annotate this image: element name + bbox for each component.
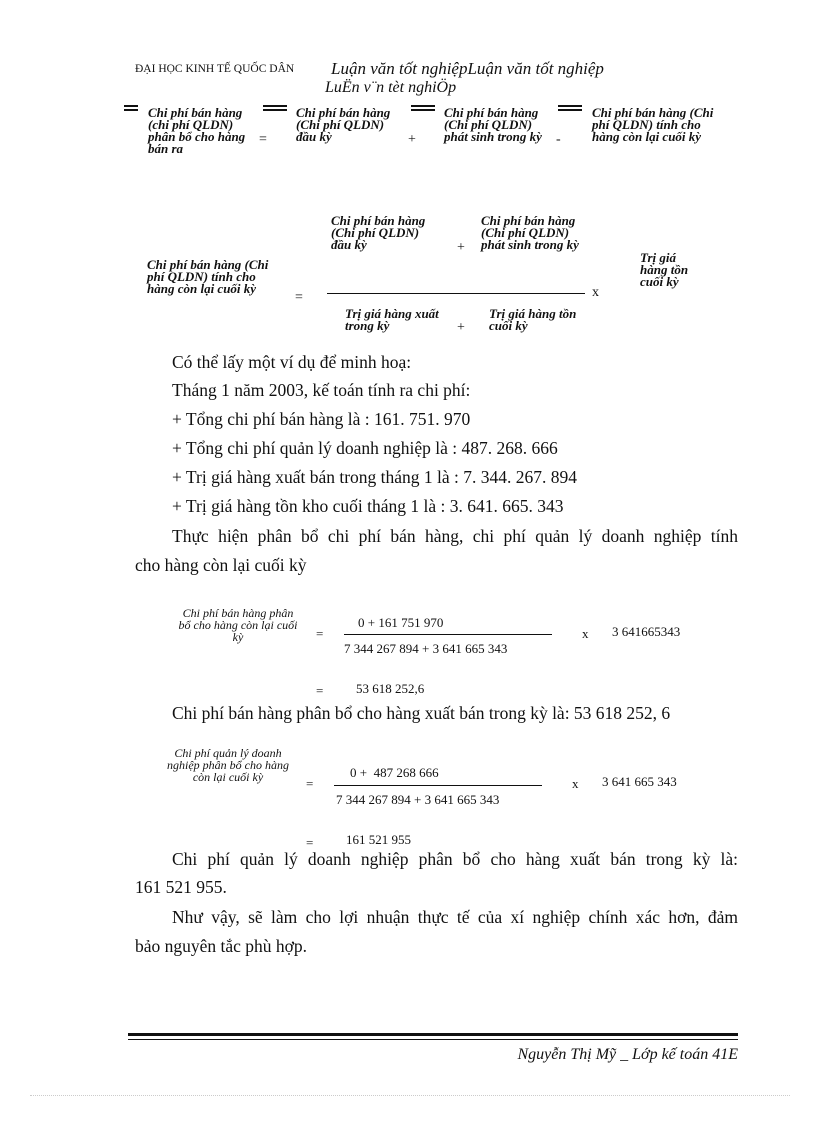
paragraph-selling-cost-result: Chi phí bán hàng phân bổ cho hàng xuất bán trong kỳ là: 53 618 252, 6 xyxy=(172,703,671,723)
calc-2-lhs: Chi phí quản lý doanh nghiệp phân bổ cho hàng còn lại cuối kỳ xyxy=(167,746,289,784)
calc-1-multiply: x xyxy=(582,626,589,641)
formula-2-numerator-1: Chi phí bán hàng (Chi phí QLDN) đầu kỳ xyxy=(331,213,426,252)
calc-2-result-equals: = xyxy=(306,835,314,850)
calc-2-fraction-bar xyxy=(334,785,542,786)
footer-rule-thick xyxy=(128,1033,738,1036)
paragraph-allocation-line-1: Thực hiện phân bổ chi phí bán hàng, chi phí quản lý doanh nghiệp tính xyxy=(172,526,738,546)
calc-1-lhs: Chi phí bán hàng phân bổ cho hàng còn lại cuối kỳ xyxy=(178,606,298,644)
formula-2-denominator-2: Trị giá hàng tồn cuối kỳ xyxy=(489,306,577,333)
document-title: Luận văn tốt nghiệpLuận văn tốt nghiệp xyxy=(331,59,604,78)
calc-2-numerator: 0 + 487 268 666 xyxy=(350,765,439,780)
page-edge-dots xyxy=(30,1095,790,1096)
calc-1-denominator: 7 344 267 894 + 3 641 665 343 xyxy=(344,641,508,656)
formula-2-denominator-1: Trị giá hàng xuất trong kỳ xyxy=(345,306,439,333)
calc-2-multiplier: 3 641 665 343 xyxy=(602,774,677,789)
footer-rule-thin xyxy=(128,1039,738,1040)
list-item-selling-cost: + Tổng chi phí bán hàng là : 161. 751. 970 xyxy=(172,409,471,429)
formula-2-multiply: x xyxy=(592,285,599,300)
paragraph-conclusion-line-1: Như vậy, sẽ làm cho lợi nhuận thực tế của xí nghiệp chính xác hơn, đảm xyxy=(172,907,738,927)
formula-2-lhs: Chi phí bán hàng (Chi phí QLDN) tính cho hàng còn lại cuối kỳ xyxy=(147,257,269,296)
paragraph-conclusion-line-2: bảo nguyên tắc phù hợp. xyxy=(135,936,308,956)
paragraph-example-intro: Có thể lấy một ví dụ để minh hoạ: xyxy=(172,352,412,372)
paragraph-admin-cost-result-line-2: 161 521 955. xyxy=(135,877,227,897)
calc-1-fraction-bar xyxy=(344,634,552,635)
school-name: ĐẠI HỌC KINH TẾ QUỐC DÂN xyxy=(135,63,295,75)
list-item-admin-cost: + Tổng chi phí quản lý doanh nghiệp là : 487. 268. 666 xyxy=(172,438,558,458)
formula-1-term-3: Chi phí bán hàng (Chi phí QLDN) tính cho hàng còn lại cuối kỳ xyxy=(592,105,714,144)
formula-2-numerator-2: Chi phí bán hàng (Chi phí QLDN) phát sinh trong kỳ xyxy=(481,213,579,252)
double-rule xyxy=(263,105,287,111)
formula-1-minus: - xyxy=(556,132,561,147)
double-rule xyxy=(124,105,138,111)
list-item-goods-inventory: + Trị giá hàng tồn kho cuối tháng 1 là : 3. 641. 665. 343 xyxy=(172,496,564,516)
calc-2-equals: = xyxy=(306,776,314,791)
calc-1-equals: = xyxy=(316,626,324,641)
formula-2-denominator-plus: + xyxy=(457,320,465,335)
formula-1-equals: = xyxy=(259,132,267,147)
footer-author: Nguyễn Thị Mỹ _ Lớp kế toán 41E xyxy=(517,1046,738,1063)
formula-1-plus: + xyxy=(408,132,416,147)
formula-2-numerator-plus: + xyxy=(457,240,465,255)
formula-1-lhs: Chi phí bán hàng (chi phí QLDN) phân bổ cho hàng bán ra xyxy=(148,105,246,156)
paragraph-month-cost: Tháng 1 năm 2003, kế toán tính ra chi phí: xyxy=(172,380,471,400)
formula-1-term-2: Chi phí bán hàng (Chi phí QLDN) phát sinh trong kỳ xyxy=(444,105,542,144)
formula-2-equals: = xyxy=(295,290,303,305)
calc-2-result: 161 521 955 xyxy=(346,832,411,847)
formula-2-fraction-bar xyxy=(327,293,585,294)
paragraph-admin-cost-result-line-1: Chi phí quản lý doanh nghiệp phân bổ cho hàng xuất bán trong kỳ là: xyxy=(172,849,738,869)
calc-1-result-equals: = xyxy=(316,683,324,698)
calc-1-result: 53 618 252,6 xyxy=(356,681,425,696)
formula-1-term-1: Chi phí bán hàng (Chi phí QLDN) đầu kỳ xyxy=(296,105,391,144)
double-rule xyxy=(558,105,582,111)
calc-1-numerator: 0 + 161 751 970 xyxy=(358,615,444,630)
calc-2-denominator: 7 344 267 894 + 3 641 665 343 xyxy=(336,792,500,807)
paragraph-allocation-line-2: cho hàng còn lại cuối kỳ xyxy=(135,555,307,575)
calc-1-multiplier: 3 641665343 xyxy=(612,624,681,639)
double-rule xyxy=(411,105,435,111)
calc-2-multiply: x xyxy=(572,776,579,791)
document-subtitle: LuËn v¨n tèt nghiÖp xyxy=(325,79,457,96)
list-item-goods-sold: + Trị giá hàng xuất bán trong tháng 1 là : 7. 344. 267. 894 xyxy=(172,467,578,487)
formula-2-multiplier: Trị giá hàng tồn cuối kỳ xyxy=(640,250,689,289)
